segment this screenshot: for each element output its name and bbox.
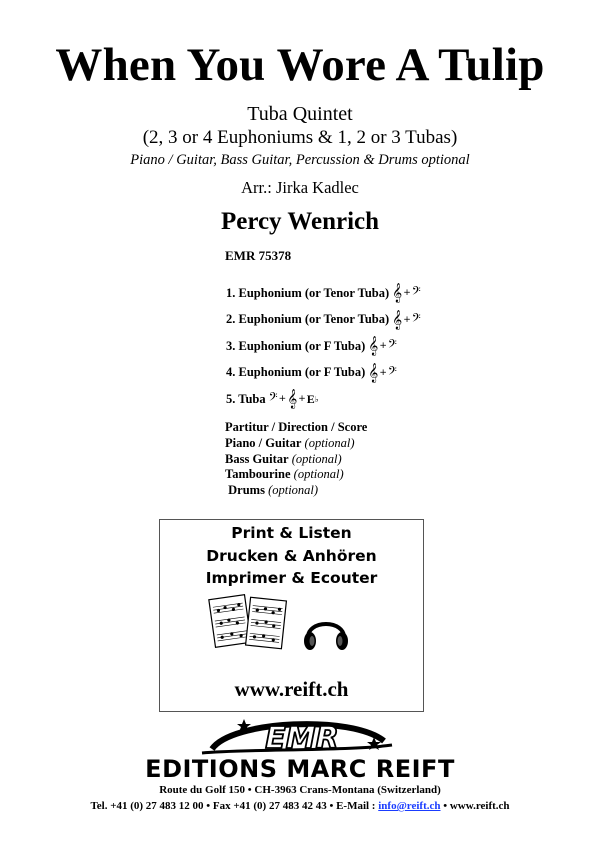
email-link[interactable]: info@reift.ch xyxy=(378,800,441,812)
optional-instruments: Piano / Guitar, Bass Guitar, Percussion & Drums optional xyxy=(130,152,470,168)
subtitle: Tuba Quintet xyxy=(247,103,353,125)
contact-line: Tel. +41 (0) 27 483 12 00 • Fax +41 (0) 27 483 42 43 • E-Mail : info@reift.ch • www.reift.ch xyxy=(90,800,510,812)
parts-list xyxy=(226,280,421,413)
material-item: Drums (optional) xyxy=(228,483,319,498)
arranger: Arr.: Jirka Kadlec xyxy=(241,178,359,197)
clef-icon: 𝄞 + 𝄢 xyxy=(392,283,421,304)
materials-list xyxy=(225,420,367,499)
catalog-number: EMR 75378 xyxy=(225,248,292,263)
instrumentation: (2, 3 or 4 Euphoniums & 1, 2 or 3 Tubas) xyxy=(142,127,458,148)
part-item xyxy=(226,386,421,413)
part-item xyxy=(226,360,421,387)
clef-icon: 𝄞 + 𝄢 xyxy=(392,309,421,330)
part-label: 1. Euphonium (or Tenor Tuba) xyxy=(226,285,390,300)
promo-line: Imprimer & Ecouter xyxy=(205,569,378,587)
part-label: 2. Euphonium (or Tenor Tuba) xyxy=(226,312,390,327)
part-item xyxy=(226,333,421,360)
promo-line: Print & Listen xyxy=(231,524,352,542)
part-label: 4. Euphonium (or F Tuba) xyxy=(226,365,366,380)
clef-icon: 𝄞 + 𝄢 xyxy=(368,362,397,383)
material-item: Tambourine (optional) xyxy=(225,467,344,482)
part-item xyxy=(226,280,421,307)
promo-url-link[interactable]: www.reift.ch xyxy=(234,677,349,701)
part-item xyxy=(226,307,421,334)
clef-icon: 𝄞 + 𝄢 xyxy=(368,336,397,357)
promo-line: Drucken & Anhören xyxy=(206,546,377,565)
part-label: 3. Euphonium (or F Tuba) xyxy=(226,338,366,353)
svg-text:EMR: EMR xyxy=(265,721,339,756)
sheet-music-icon xyxy=(208,591,293,653)
material-item: Partitur / Direction / Score xyxy=(225,420,368,434)
publisher-address: Route du Golf 150 • CH-3963 Crans-Montana (Switzerland) xyxy=(159,784,441,796)
emr-logo xyxy=(152,715,452,757)
clef-icon: 𝄢 + 𝄞 + E ♭ xyxy=(268,389,319,410)
material-item: Bass Guitar (optional) xyxy=(225,451,342,466)
publisher-name: EDITIONS MARC REIFT xyxy=(145,755,455,783)
page-title: When You Wore A Tulip xyxy=(55,39,545,91)
material-item: Piano / Guitar (optional) xyxy=(225,435,355,450)
part-label: 5. Tuba xyxy=(226,391,266,406)
headphones-icon xyxy=(300,605,352,655)
composer: Percy Wenrich xyxy=(220,208,380,235)
